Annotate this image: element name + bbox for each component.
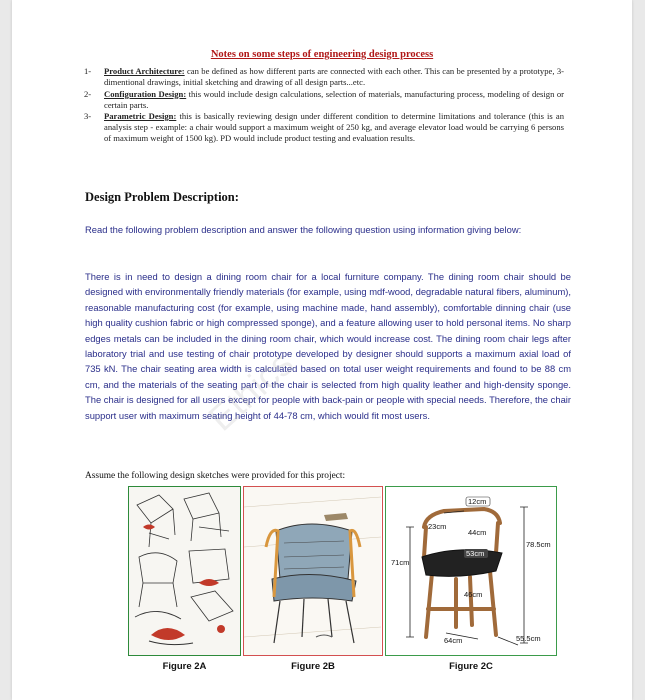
- note-text: this is basically reviewing design under different condition to determine limitations and tolerance (this is an analysis step - example: a chair would support a maximum weight of 250 kg, and average elevator load would be carrying 6 persons of maximum weight of 1500 kg). PD would include product testing and evaluation results.: [104, 111, 564, 143]
- dim-total-height: 78.5cm: [526, 540, 551, 549]
- note-term: Product Architecture:: [104, 66, 185, 76]
- note-number: 2-: [84, 88, 92, 99]
- figure-2a-caption: Figure 2A: [162, 661, 207, 672]
- notes-list: [84, 66, 564, 145]
- dim-seat-depth-top: 44cm: [468, 528, 487, 537]
- figure-2a-image: [128, 486, 241, 656]
- note-text: can be defined as how different parts are connected with each other. This can be presented by a prototype, 3-dimentional drawings, initial sketching and drawing of all design parts...etc.: [104, 66, 564, 87]
- note-item-3: [84, 111, 564, 144]
- problem-description: There is in need to design a dining room chair for a local furniture company. The dining room chair should be designed with environmentally friendly materials (for example, using mdf-wood, degradable natural fibers, aluminum), reasonable manufacturing cost (for example, using machine made, hand assembly), comfortable dinning chair (use high quality cushion fabric or high compressed sponge), and a feature allowing user to hold personal items. No sharp edges metals can be included in the dining room chair, which would increase cost. The dining room chair legs after laboratory trial and use testing of chair prototype developed by designer should supports a maximum axial load of 735 kN. The chair seating area width is calculated based on total user weight requirements and found to be 88 cm cm, and the materials of the seating part of the chair is selected from high quality leather and high-density sponge. The chair is designed for all users except for people with back-pain or people with special needs. Therefore, the chair support user with maximum seating height of 44-78 cm, which would fit most users.: [85, 271, 571, 421]
- dim-leg: 46cm: [464, 590, 483, 599]
- note-term: Parametric Design:: [104, 111, 177, 121]
- figure-2b-image: [243, 486, 383, 656]
- note-number: 1-: [84, 66, 92, 76]
- watermark: Ethics: [200, 342, 301, 439]
- dim-seat-height: 71cm: [391, 558, 410, 567]
- dim-front-width: 64cm: [444, 636, 463, 645]
- dim-seat: 53cm: [466, 549, 485, 558]
- assume-text: Assume the following design sketches were provided for this project:: [85, 471, 346, 481]
- figure-2c-caption: Figure 2C: [449, 661, 493, 672]
- dim-depth: 55.5cm: [516, 634, 541, 643]
- dim-top-rail: 12cm: [468, 497, 487, 506]
- notes-title: Notes on some steps of engineering design process: [210, 49, 434, 60]
- note-text: this would include design calculations, selection of materials, manufacturing process, modeling of design or certain parts.: [104, 88, 565, 110]
- note-item-2: [84, 89, 564, 111]
- dim-back-height: 23cm: [428, 522, 447, 531]
- figure-2b-caption: Figure 2B: [291, 661, 335, 672]
- figure-2c-image: [385, 486, 557, 656]
- intro-text: Read the following problem description and answer the following question using information giving below:: [85, 224, 522, 235]
- note-number: 3-: [84, 111, 92, 121]
- section-heading: Design Problem Description:: [85, 190, 239, 204]
- note-term: Configuration Design:: [104, 88, 187, 99]
- note-item-1: [84, 66, 564, 88]
- document-page: [12, 0, 632, 700]
